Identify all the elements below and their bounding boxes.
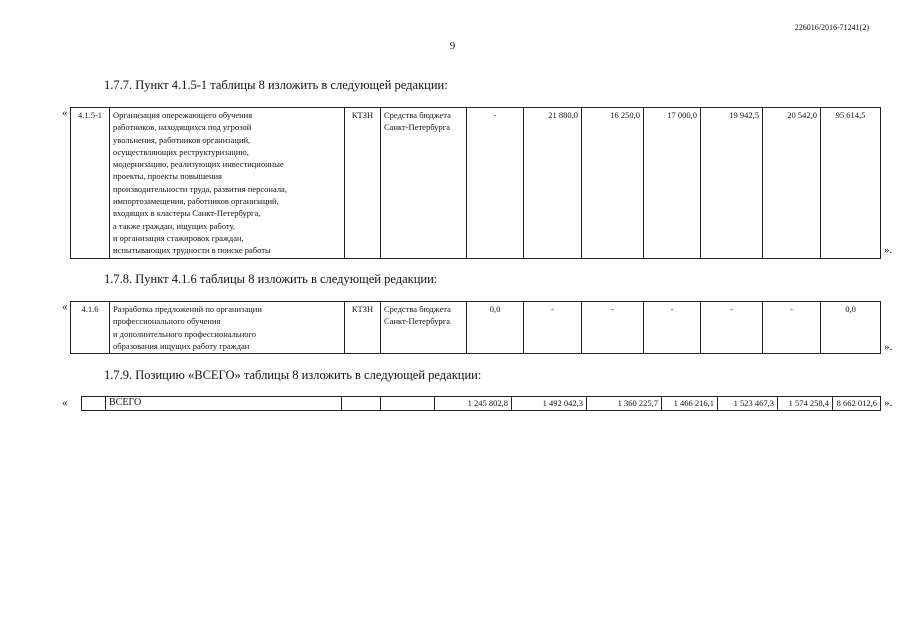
cell-value: -: [524, 302, 582, 354]
section-heading-1-7-9: 1.7.9. Позицию «ВСЕГО» таблицы 8 изложить в следующей редакции:: [104, 368, 482, 382]
cell-value: 1 245 802,8: [435, 397, 512, 411]
description-line: испытывающих трудности в поиске работы: [113, 245, 271, 256]
cell-source: [381, 397, 435, 411]
cell-value: 19 942,5: [701, 108, 763, 259]
cell-description: [110, 302, 345, 354]
description-line: проекты, проекты повышения: [113, 171, 222, 182]
cell-executor: [342, 397, 381, 411]
cell-code: [82, 397, 106, 411]
description-line: образования ищущих работу граждан: [113, 340, 250, 351]
table-row-total: [81, 396, 881, 411]
description-line: импортозамещения, работников организаций,: [113, 196, 279, 207]
table-row-4-1-5-1: [70, 107, 881, 259]
cell-value: -: [644, 302, 701, 354]
open-quote: «: [62, 107, 68, 119]
open-quote: «: [62, 301, 68, 313]
cell-description: [110, 108, 345, 259]
open-quote: «: [62, 397, 68, 409]
cell-value: 0,0: [821, 302, 881, 354]
section-heading-1-7-7: 1.7.7. Пункт 4.1.5-1 таблицы 8 изложить в следующей редакции:: [104, 78, 448, 92]
cell-value: 21 880,0: [524, 108, 582, 259]
description-line: производительности труда, развития персонала,: [113, 183, 287, 194]
section-heading-1-7-8: 1.7.8. Пункт 4.1.6 таблицы 8 изложить в следующей редакции:: [104, 272, 438, 286]
cell-value: 16 250,0: [582, 108, 644, 259]
source-line: Санкт-Петербурга: [384, 122, 450, 133]
description-line: входящих в кластеры Санкт-Петербурга,: [113, 208, 261, 219]
source-line: Санкт-Петербурга: [384, 316, 450, 327]
cell-code: 4.1.5-1: [71, 108, 110, 259]
cell-value: 1 360 225,7: [587, 397, 662, 411]
cell-executor: КТЗН: [345, 302, 381, 354]
cell-total-label: ВСЕГО: [106, 397, 342, 411]
source-line: Средства бюджета: [384, 304, 451, 314]
description-line: и организация стажировок граждан,: [113, 232, 244, 243]
description-line: профессионального обучения: [113, 316, 221, 327]
page-number: 9: [449, 40, 456, 52]
cell-value: 1 523 467,3: [718, 397, 778, 411]
cell-executor: КТЗН: [345, 108, 381, 259]
table-row-4-1-6: [70, 301, 881, 354]
cell-value: -: [701, 302, 763, 354]
cell-source: [381, 302, 467, 354]
cell-value: 1 466 216,1: [662, 397, 718, 411]
cell-value: -: [582, 302, 644, 354]
close-quote: ».: [884, 397, 893, 409]
cell-value: 0,0: [467, 302, 524, 354]
cell-value: -: [467, 108, 524, 259]
cell-code: 4.1.6: [71, 302, 110, 354]
description-line: и дополнительного профессионального: [113, 328, 257, 339]
cell-value: 8 662 012,6: [833, 397, 881, 411]
cell-value: 95 614,5: [821, 108, 881, 259]
description-line: а также граждан, ищущих работу,: [113, 220, 235, 231]
close-quote: ».: [884, 244, 893, 256]
cell-value: 17 000,0: [644, 108, 701, 259]
description-line: Организация опережающего обучения: [113, 110, 253, 120]
cell-value: 1 492 042,3: [512, 397, 587, 411]
description-line: работников, находящихся под угрозой: [113, 122, 252, 133]
description-line: модернизацию, реализующих инвестиционные: [113, 159, 284, 170]
source-line: Средства бюджета: [384, 110, 451, 120]
close-quote: ».: [884, 341, 893, 353]
document-number: 226016/2016-71241(2): [794, 23, 869, 32]
cell-source: [381, 108, 467, 259]
cell-value: 20 542,0: [763, 108, 821, 259]
description-line: Разработка предложений по организации: [113, 304, 262, 314]
description-line: увольнения, работников организаций,: [113, 134, 251, 145]
description-line: осуществляющих реструктуризацию,: [113, 146, 249, 157]
cell-value: 1 574 258,4: [778, 397, 833, 411]
cell-value: -: [763, 302, 821, 354]
